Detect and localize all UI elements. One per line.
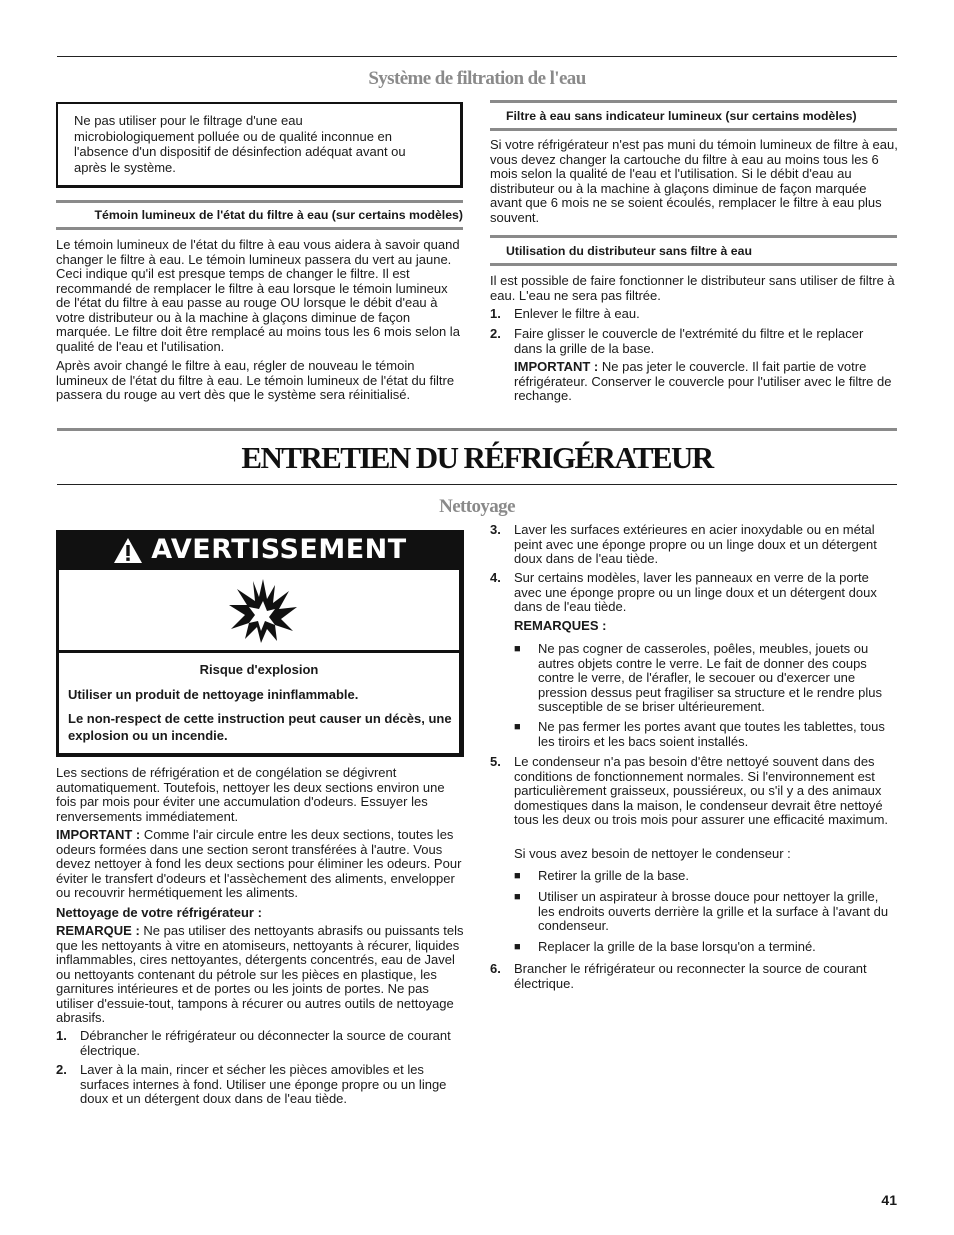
cleaning-important-label: IMPORTANT : bbox=[56, 827, 141, 842]
warning-triangle-icon bbox=[113, 537, 143, 564]
filtration-step-2-number: 2. bbox=[490, 326, 501, 341]
main-title: ENTRETIEN DU RÉFRIGÉRATEUR bbox=[241, 440, 713, 475]
cleaning-remarque-label: REMARQUE : bbox=[56, 923, 140, 938]
cleaning-step-3: Laver les surfaces extérieures en acier inoxydable ou en métal peint avec une éponge propre ou un linge doux et un détergent doux dans de l'eau tiède. bbox=[514, 522, 877, 566]
note-1-bullet: ■ bbox=[514, 643, 521, 655]
filtration-important-note bbox=[514, 360, 899, 404]
page-number: 41 bbox=[881, 1192, 897, 1208]
left-paragraph-2: Après avoir changé le filtre à eau, régler de nouveau le témoin lumineux de l'état du filtre à eau. Le témoin lumineux de l'état du filtre passera du rouge au vert dès que le système sera réinitialisé. bbox=[56, 358, 455, 402]
cleaning-step-4-number: 4. bbox=[490, 570, 501, 585]
filtration-important-text: Ne pas jeter le couvercle. Il fait partie de votre réfrigérateur. Conserver le couvercle pour l'utiliser avec le filtre de rechange. bbox=[514, 359, 892, 403]
cleaning-step-6: Brancher le réfrigérateur ou reconnecter la source de courant électrique. bbox=[514, 961, 867, 991]
sub-3-bullet: ■ bbox=[514, 941, 521, 953]
filtration-step-1: Enlever le filtre à eau. bbox=[514, 306, 640, 321]
cleaning-title: Nettoyage bbox=[439, 496, 515, 517]
warning-line-1: Utiliser un produit de nettoyage ininflammable. bbox=[68, 687, 359, 702]
filtration-important-label: IMPORTANT : bbox=[514, 359, 599, 374]
warning-box bbox=[56, 530, 464, 757]
left-paragraph-1: Le témoin lumineux de l'état du filtre à eau vous aidera à savoir quand changer le filtre à eau. Le témoin lumineux passera du vert au jaune. Ceci indique qu'il est presque temps de changer le filtre. Il est recommandé de remplacer le filtre à eau lorsque le témoin lumineux de l'état du filtre à eau passe au rouge OU lorsque le débit d'eau à votre distributeur ou à la machine à glaçons diminue de façon marquée. Le filtre doit être remplacé au moins tous les 6 mois selon la qualité de l'eau et l'utilisation. bbox=[56, 237, 460, 354]
warning-title: AVERTISSEMENT bbox=[151, 534, 407, 565]
cleaning-step-5-number: 5. bbox=[490, 754, 501, 769]
cleaning-step-4: Sur certains modèles, laver les panneaux en verre de la porte avec une éponge propre ou un linge doux et un détergent doux dans de l'eau tiède. bbox=[514, 570, 877, 614]
top-rule bbox=[57, 56, 897, 57]
cleaning-step-6-number: 6. bbox=[490, 961, 501, 976]
note-2: Ne pas fermer les portes avant que toutes les tablettes, tous les tiroirs et les bacs soient installés. bbox=[538, 719, 885, 749]
right-paragraph-1: Si votre réfrigérateur n'est pas muni du témoin lumineux de filtre à eau, vous devez changer la cartouche du filtre à eau au moins tous les 6 mois selon la qualité de l'eau et l'utilisation. Si le débit d'eau au distributeur ou à la machine à glaçons diminue de façon marquée avant que 6 mois ne se soient écoulés, remplacer le filtre à eau plus souvent. bbox=[490, 137, 898, 225]
warning-text-panel bbox=[59, 653, 459, 753]
cleaning-step-1: Débrancher le réfrigérateur ou déconnecter la source de courant électrique. bbox=[80, 1028, 451, 1058]
right-subhead-2: Utilisation du distributeur sans filtre à eau bbox=[506, 244, 752, 258]
caution-box bbox=[56, 102, 463, 188]
cleaning-step-2: Laver à la main, rincer et sécher les pièces amovibles et les surfaces internes à fond. Utiliser une éponge propre ou un linge doux et un détergent doux dans de l'eau tiède. bbox=[80, 1062, 447, 1106]
note-2-bullet: ■ bbox=[514, 721, 521, 733]
remarques-label: REMARQUES : bbox=[514, 618, 607, 633]
filtration-step-2: Faire glisser le couvercle de l'extrémité du filtre et le replacer dans la grille de la base. bbox=[514, 326, 864, 356]
cleaning-step-1-number: 1. bbox=[56, 1028, 67, 1043]
caution-text: Ne pas utiliser pour le filtrage d'une eau microbiologiquement polluée ou de qualité inconnue en l'absence d'un dispositif de désinfection adéquat avant ou après le système. bbox=[74, 113, 406, 175]
cleaning-important-note bbox=[56, 828, 464, 901]
cleaning-step-2-number: 2. bbox=[56, 1062, 67, 1077]
sub-1: Retirer la grille de la base. bbox=[538, 868, 690, 883]
warning-icon-panel bbox=[59, 570, 459, 650]
right-subhead1-rule-top bbox=[490, 100, 897, 103]
warning-risk: Risque d'explosion bbox=[199, 662, 319, 677]
sub-1-bullet: ■ bbox=[514, 870, 521, 882]
sub-2: Utiliser un aspirateur à brosse douce pour nettoyer la grille, les endroits ouverts derrière la grille et la surface à l'avant du condenseur. bbox=[538, 889, 889, 933]
cleaning-step-5-condenser: Si vous avez besoin de nettoyer le condenseur : bbox=[514, 846, 791, 861]
left-subhead-rule-bottom bbox=[56, 227, 463, 230]
right-subhead-1: Filtre à eau sans indicateur lumineux (sur certains modèles) bbox=[506, 109, 857, 123]
left-subhead-rule-top bbox=[56, 200, 463, 203]
note-1: Ne pas cogner de casseroles, poêles, meubles, jouets ou autres objets contre le verre. Le fait de donner des coups contre le verre, de l'érafler, le secouer ou d'exercer une pression dessus peut fragiliser sa structure et le rendre plus susceptible de se briser ultérieurement. bbox=[538, 641, 882, 714]
cleaning-step-3-number: 3. bbox=[490, 522, 501, 537]
main-title-rule-top bbox=[57, 428, 897, 431]
right-subhead1-rule-bottom bbox=[490, 128, 897, 131]
sub-2-bullet: ■ bbox=[514, 891, 521, 903]
filtration-step-1-number: 1. bbox=[490, 306, 501, 321]
warning-line-2: Le non-respect de cette instruction peut causer un décès, une explosion ou un incendie. bbox=[68, 711, 452, 743]
right-paragraph-2: Il est possible de faire fonctionner le distributeur sans utiliser de filtre à eau. L'eau ne sera pas filtrée. bbox=[490, 273, 895, 303]
cleaning-remarque-text: Ne pas utiliser des nettoyants abrasifs ou puissants tels que les nettoyants à vitre en atomiseurs, nettoyants à récurer, liquides inflammables, cires nettoyantes, détergents concentrés, eau de Javel ou nettoyants contenant du pétrole sur les pièces en plastique, les garnitures intérieures et de portes ou les joints de portes. Ne pas utiliser d'essuie-tout, tampons à récurer ou autres outils de nettoyage abrasifs. bbox=[56, 923, 464, 1025]
left-subhead: Témoin lumineux de l'état du filtre à eau (sur certains modèles) bbox=[94, 208, 463, 222]
section-title-filtration: Système de filtration de l'eau bbox=[368, 68, 586, 89]
cleaning-remarque bbox=[56, 924, 464, 1026]
explosion-icon bbox=[227, 577, 299, 644]
right-subhead2-rule-top bbox=[490, 235, 897, 238]
cleaning-important-text: Comme l'air circule entre les deux sections, toutes les odeurs formées dans une section seront transférées à l'autre. Vous devez nettoyer à fond les deux sections pour éliminer les odeurs. Pour éviter le transfert d'odeurs et l'assèchement des aliments, envelopper ou recouvrir hermétiquement les aliments. bbox=[56, 827, 462, 900]
main-title-rule-bottom bbox=[57, 484, 897, 485]
right-subhead2-rule-bottom bbox=[490, 263, 897, 266]
sub-3: Replacer la grille de la base lorsqu'on a terminé. bbox=[538, 939, 816, 954]
cleaning-paragraph-1: Les sections de réfrigération et de congélation se dégivrent automatiquement. Toutefois, nettoyer les deux sections environ une fois par mois pour éviter une accumulation d'odeurs. Essuyer les renversements immédiatement. bbox=[56, 765, 445, 824]
warning-header bbox=[56, 530, 464, 570]
cleaning-subhead: Nettoyage de votre réfrigérateur : bbox=[56, 905, 262, 920]
cleaning-step-5: Le condenseur n'a pas besoin d'être nettoyé souvent dans des conditions de fonctionnement normales. Si l'environnement est particulièrement graisseux, poussiéreux, ou s'il y a des animaux domestiques dans la maison, le condenseur devrait être nettoyé tous les deux ou trois mois pour assurer une efficacité maximum. bbox=[514, 754, 889, 827]
